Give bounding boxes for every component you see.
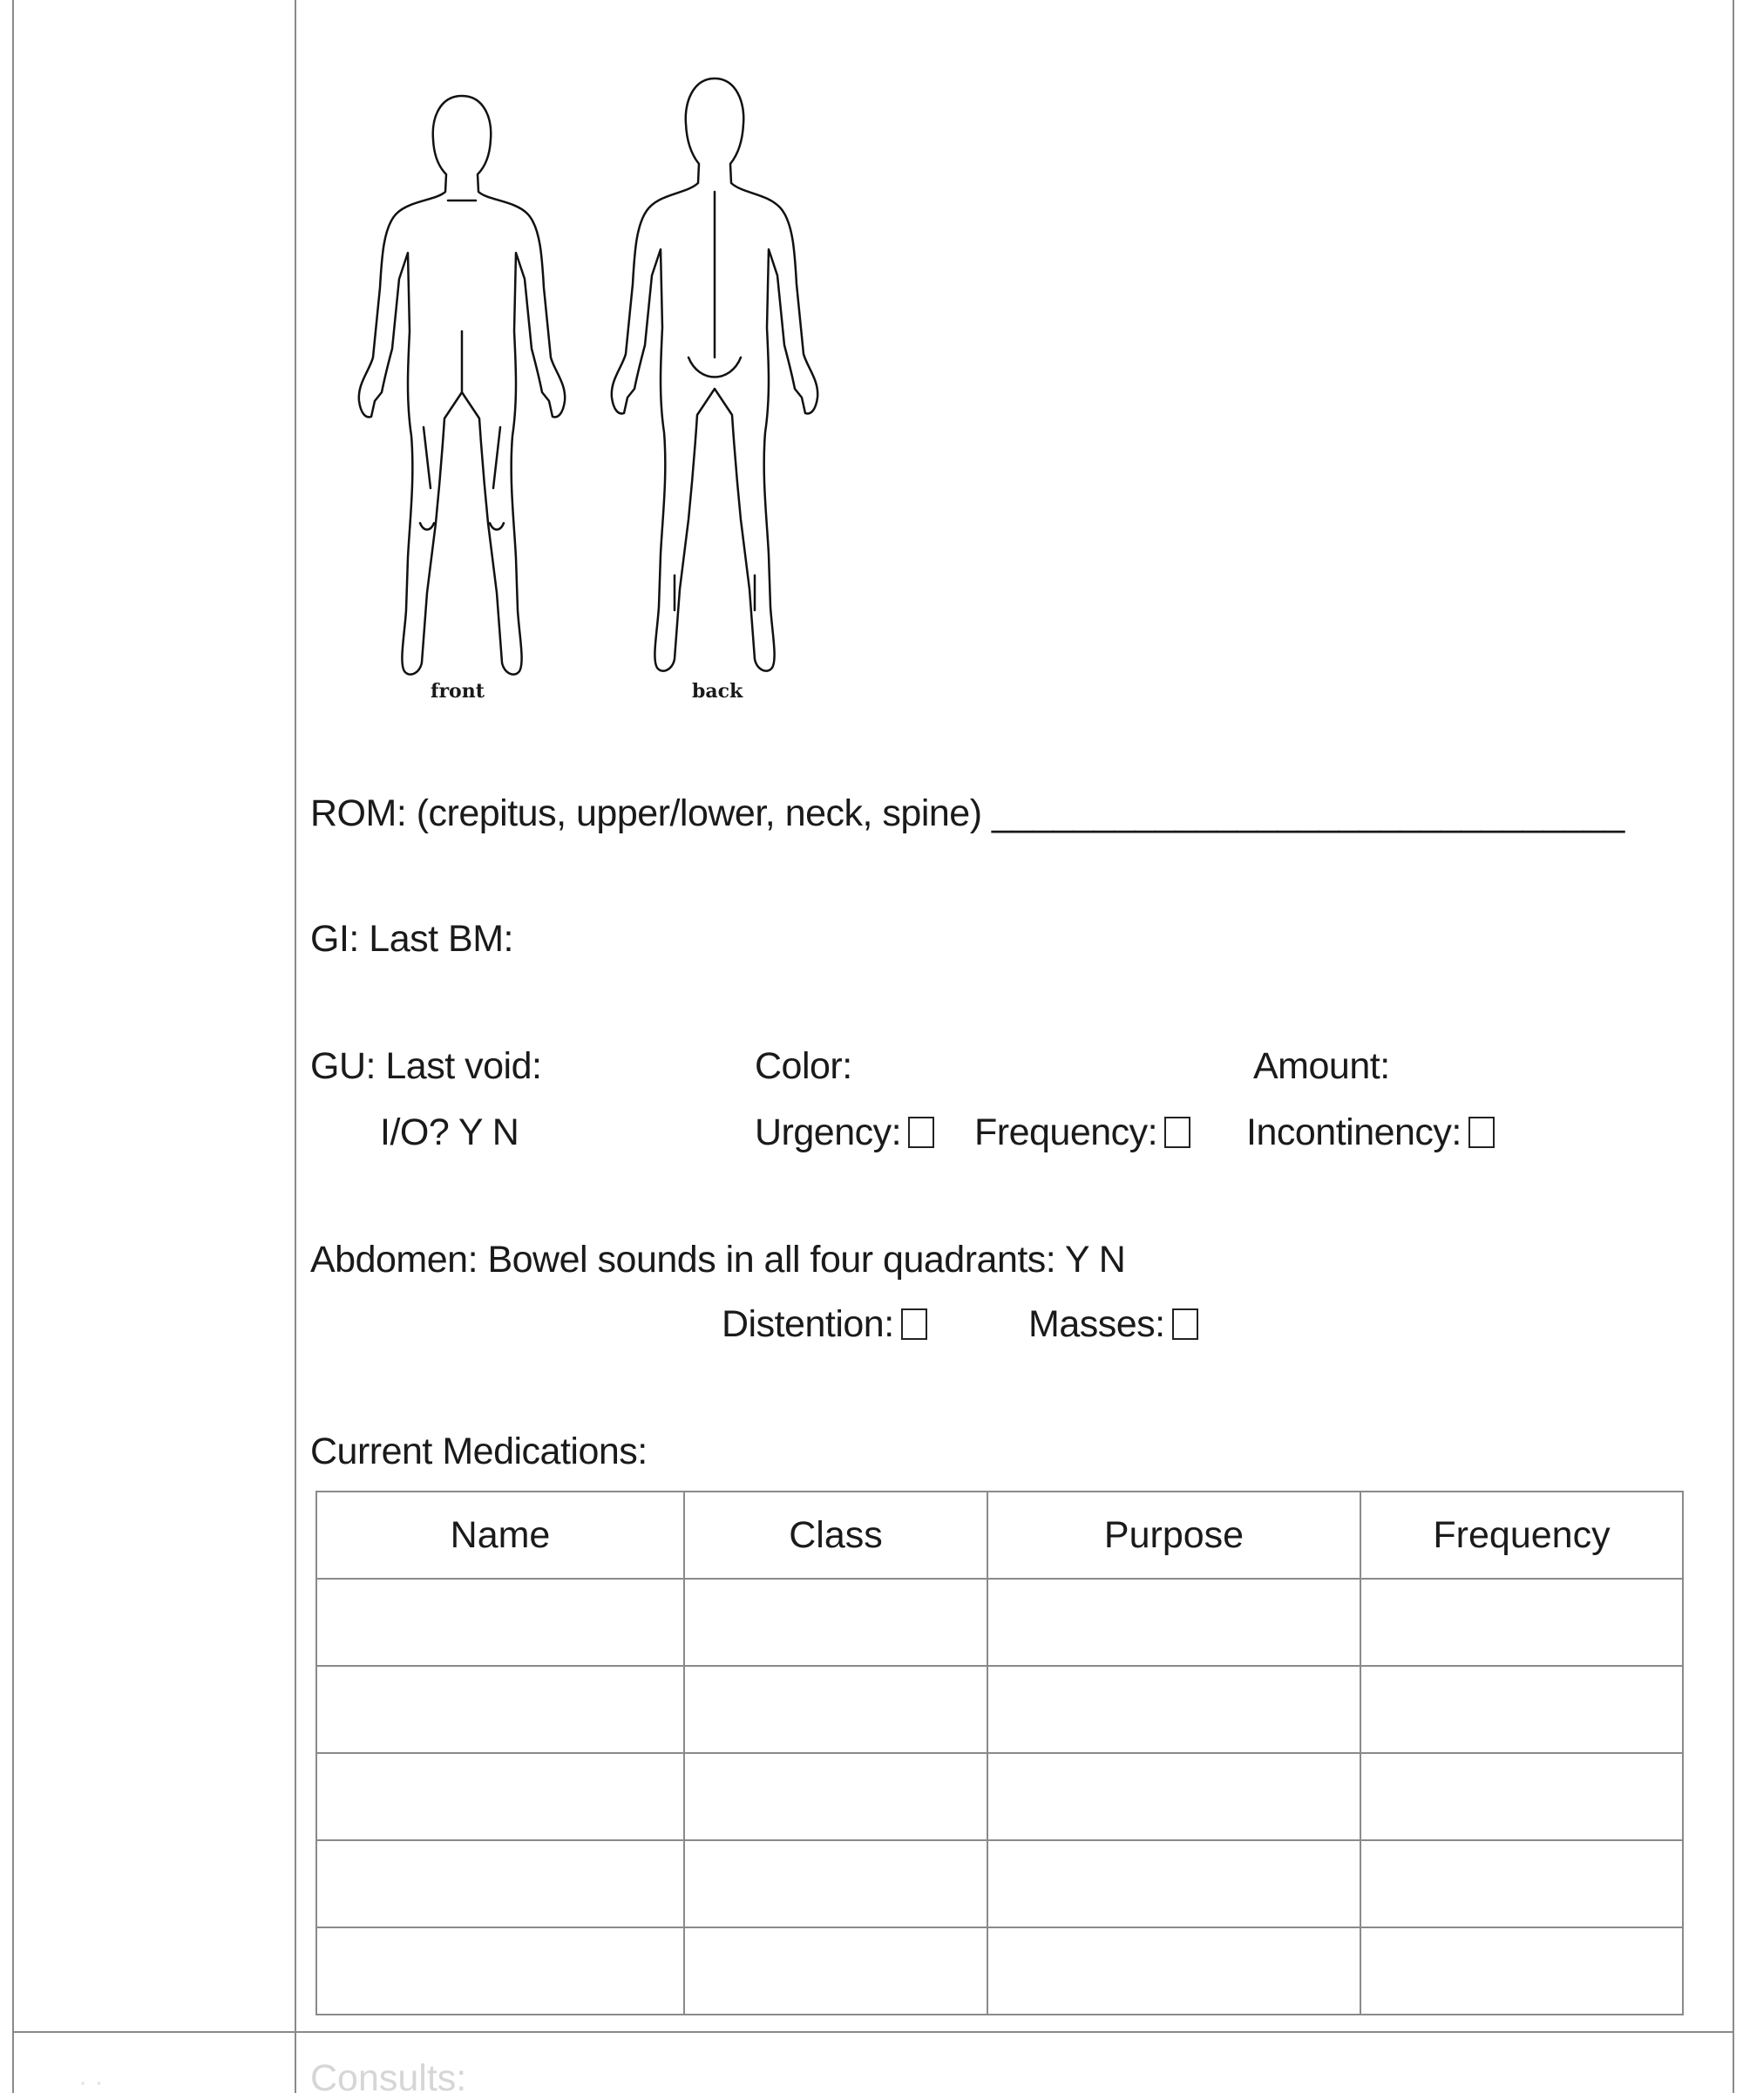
left-border bbox=[12, 0, 14, 2093]
frequency-checkbox[interactable] bbox=[1164, 1117, 1190, 1148]
incontinency-checkbox[interactable] bbox=[1468, 1117, 1495, 1148]
table-cell[interactable] bbox=[987, 1753, 1360, 1840]
rom-line bbox=[310, 792, 1624, 834]
table-cell[interactable] bbox=[316, 1927, 684, 2015]
gu-io-label: I/O? Y N bbox=[380, 1111, 519, 1153]
table-header-row bbox=[316, 1492, 1683, 1579]
right-border bbox=[1733, 0, 1734, 2093]
abdomen-distention bbox=[722, 1303, 927, 1345]
consults-label: Consults: bbox=[310, 2057, 467, 2099]
table-cell[interactable] bbox=[1360, 1927, 1683, 2015]
column-divider bbox=[295, 0, 296, 2093]
masses-label: Masses: bbox=[1028, 1303, 1165, 1345]
table-cell[interactable] bbox=[684, 1840, 987, 1927]
table-cell[interactable] bbox=[684, 1579, 987, 1666]
figure-back-label: back bbox=[692, 680, 743, 703]
table-row bbox=[316, 1753, 1683, 1840]
table-cell[interactable] bbox=[987, 1927, 1360, 2015]
gu-incontinency bbox=[1246, 1111, 1495, 1153]
medications-title: Current Medications: bbox=[310, 1431, 648, 1472]
col-name-header: Name bbox=[316, 1492, 684, 1579]
distention-checkbox[interactable] bbox=[901, 1308, 927, 1340]
table-row bbox=[316, 1840, 1683, 1927]
table-row bbox=[316, 1579, 1683, 1666]
table-cell[interactable] bbox=[316, 1666, 684, 1753]
medications-table bbox=[315, 1491, 1684, 2015]
gi-label: GI: Last BM: bbox=[310, 918, 513, 960]
table-cell[interactable] bbox=[987, 1840, 1360, 1927]
rom-label: ROM: (crepitus, upper/lower, neck, spine) bbox=[310, 792, 982, 834]
table-cell[interactable] bbox=[316, 1840, 684, 1927]
distention-label: Distention: bbox=[722, 1303, 894, 1345]
urgency-checkbox[interactable] bbox=[908, 1117, 934, 1148]
table-cell[interactable] bbox=[987, 1666, 1360, 1753]
table-cell[interactable] bbox=[987, 1579, 1360, 1666]
table-cell[interactable] bbox=[684, 1927, 987, 2015]
table-cell[interactable] bbox=[316, 1579, 684, 1666]
table-cell[interactable] bbox=[1360, 1840, 1683, 1927]
table-cell[interactable] bbox=[684, 1666, 987, 1753]
gu-frequency bbox=[974, 1111, 1190, 1153]
gu-color-label: Color: bbox=[755, 1045, 852, 1087]
body-diagram bbox=[340, 70, 845, 715]
gu-amount-label: Amount: bbox=[1253, 1045, 1390, 1087]
table-row bbox=[316, 1666, 1683, 1753]
masses-checkbox[interactable] bbox=[1172, 1308, 1198, 1340]
table-cell[interactable] bbox=[316, 1753, 684, 1840]
col-purpose-header: Purpose bbox=[987, 1492, 1360, 1579]
table-cell[interactable] bbox=[1360, 1753, 1683, 1840]
urgency-label: Urgency: bbox=[755, 1111, 902, 1153]
gu-urgency bbox=[755, 1111, 934, 1153]
figure-front-label: front bbox=[431, 680, 485, 703]
col-frequency-header: Frequency bbox=[1360, 1492, 1683, 1579]
abdomen-masses bbox=[1028, 1303, 1198, 1345]
col-class-header: Class bbox=[684, 1492, 987, 1579]
frequency-label: Frequency: bbox=[974, 1111, 1158, 1153]
body-outline-icon bbox=[340, 70, 845, 715]
table-row bbox=[316, 1927, 1683, 2015]
table-cell[interactable] bbox=[684, 1753, 987, 1840]
consults-left-faint: · · bbox=[78, 2068, 104, 2097]
abdomen-label: Abdomen: Bowel sounds in all four quadrants: Y N bbox=[310, 1239, 1126, 1281]
rom-blank[interactable]: _______________________________ bbox=[991, 792, 1624, 834]
row-divider bbox=[12, 2031, 1734, 2033]
gu-last-void-label: GU: Last void: bbox=[310, 1045, 542, 1087]
incontinency-label: Incontinency: bbox=[1246, 1111, 1462, 1153]
table-cell[interactable] bbox=[1360, 1666, 1683, 1753]
table-cell[interactable] bbox=[1360, 1579, 1683, 1666]
